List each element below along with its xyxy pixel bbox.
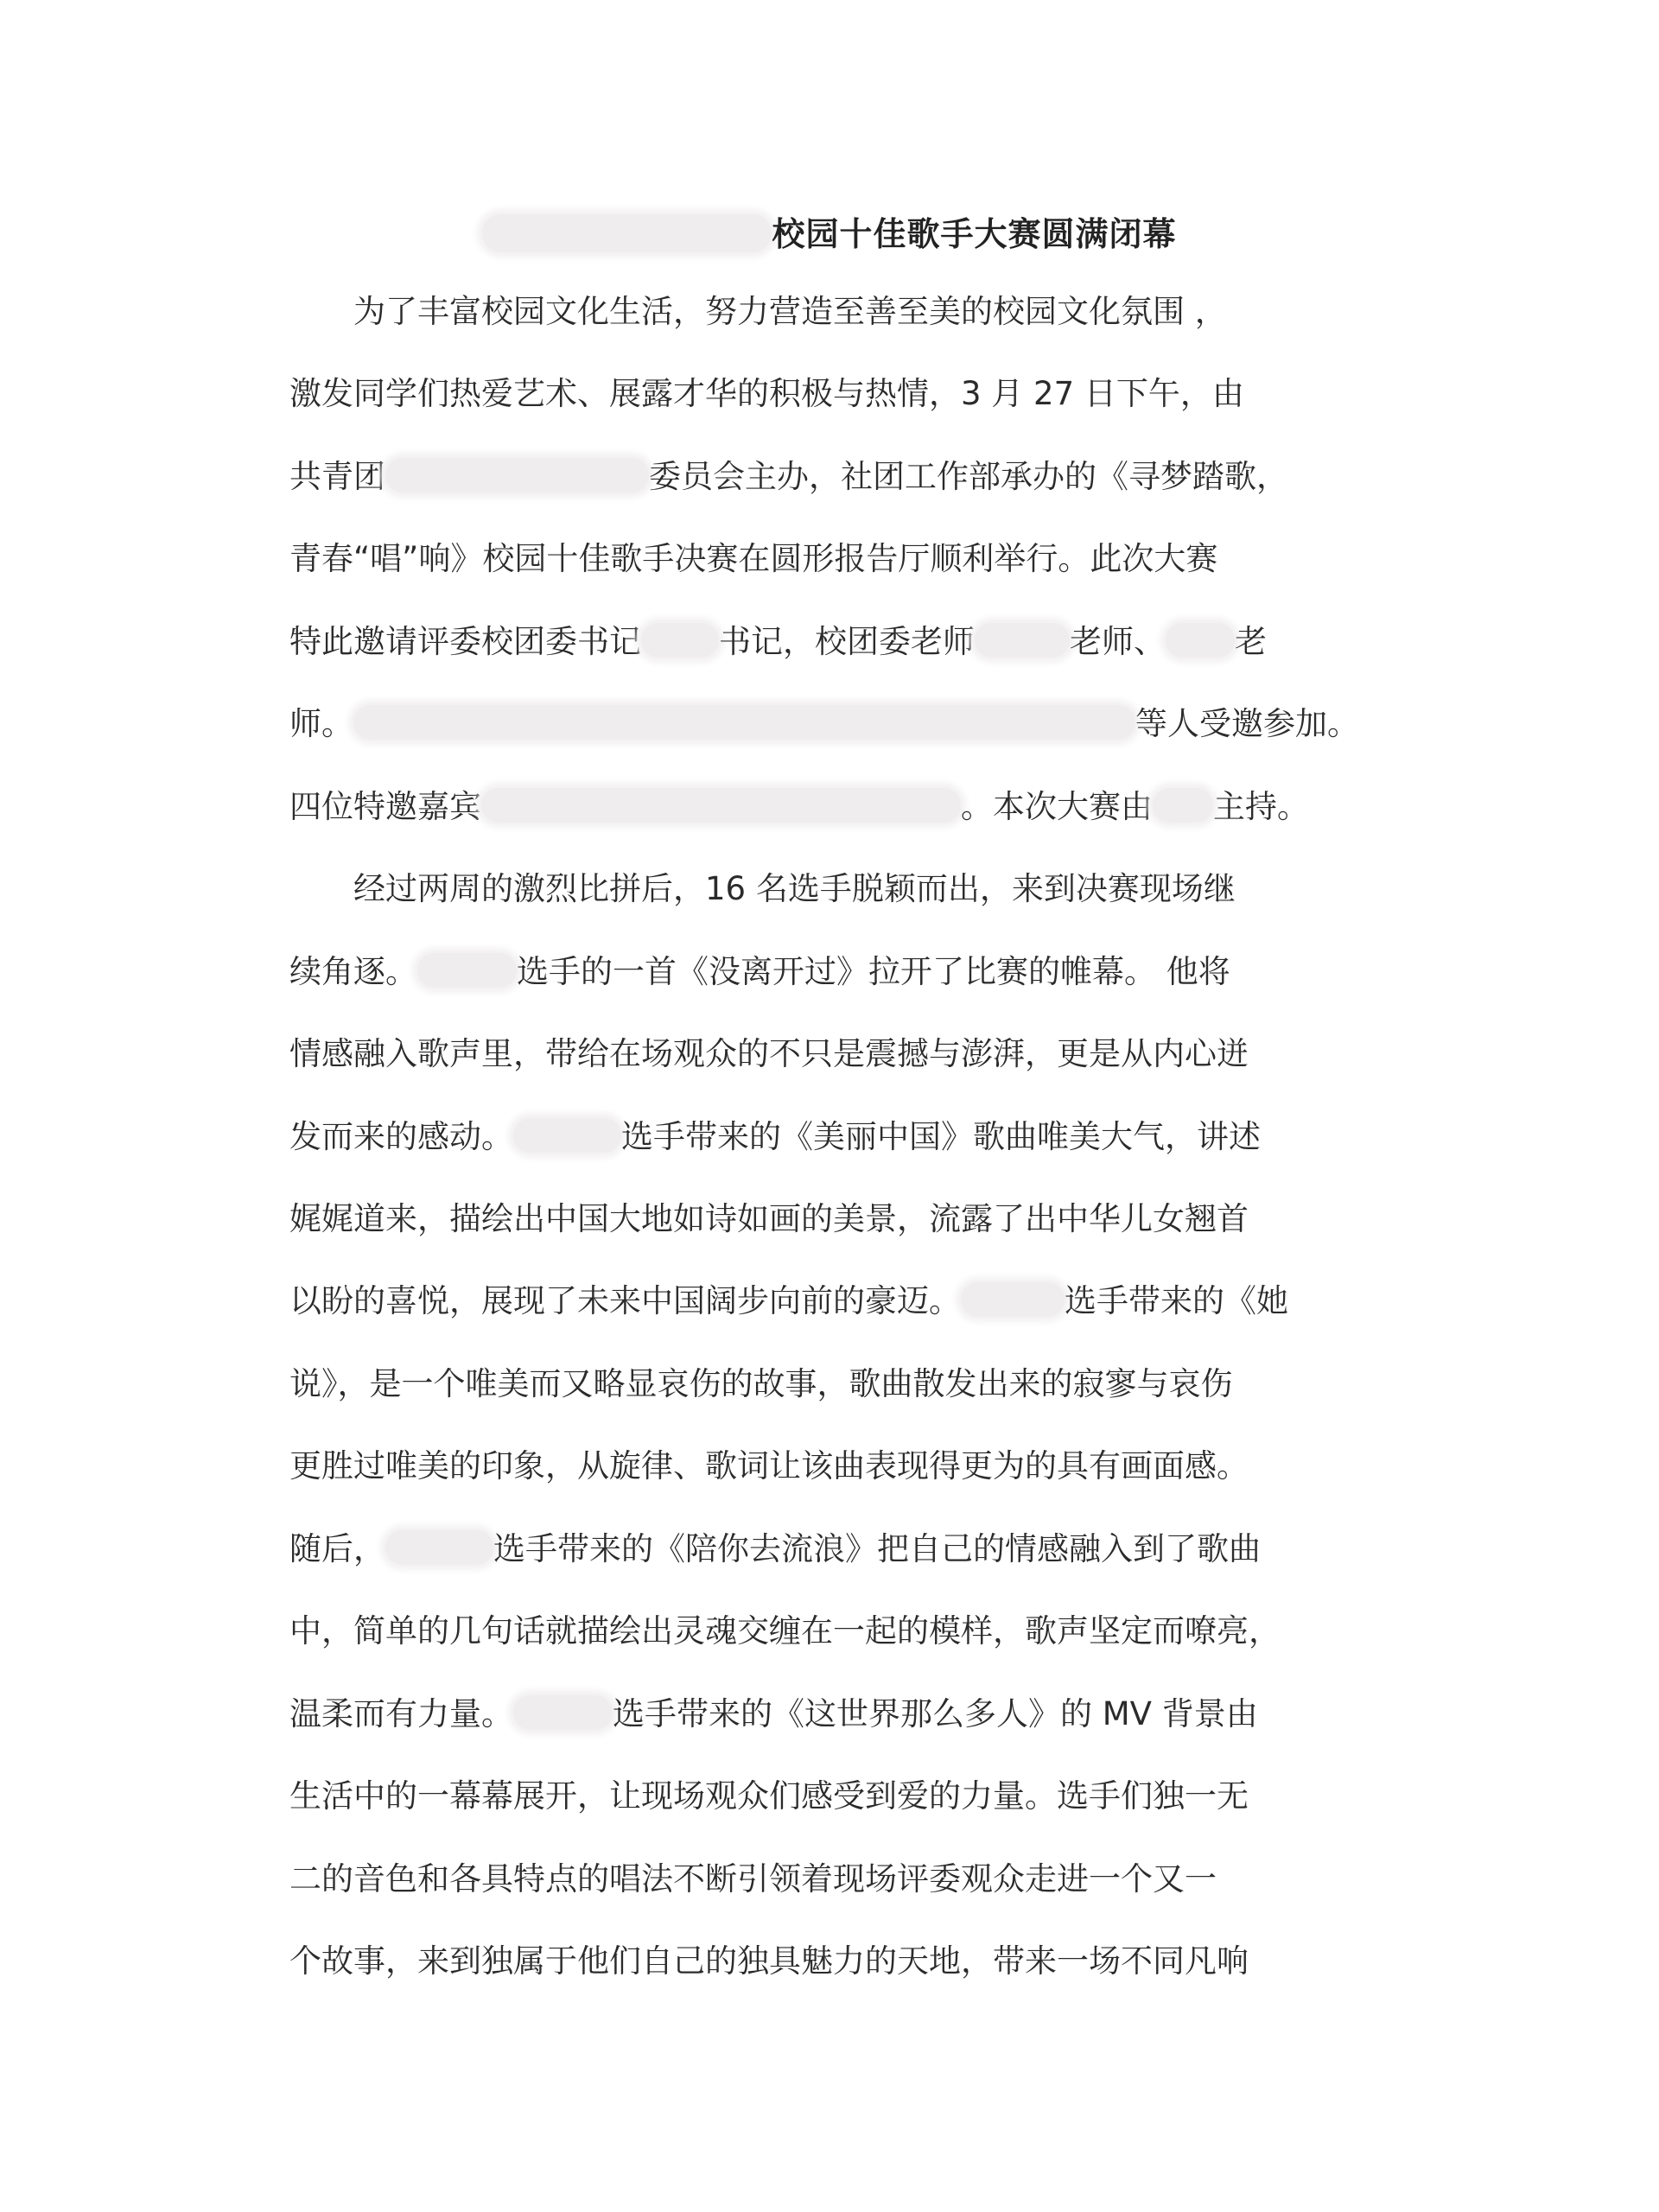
paragraph-line: 情感融入歌声里，带给在场观众的不只是震撼与澎湃，更是从内心迸 — [289, 1035, 1249, 1072]
paragraph-line: 生活中的一幕幕展开，让现场观众们感受到爱的力量。选手们独一无 — [289, 1777, 1249, 1815]
paragraph-line: 个故事，来到独属于他们自己的独具魅力的天地，带来一场不同凡响 — [289, 1942, 1249, 1980]
paragraph-line: 续角逐。 选手的一首《没离开过》拉开了比赛的帷幕。 他将 — [289, 953, 1230, 990]
title-text: 校园十佳歌手大赛圆满闭幕 — [772, 215, 1177, 253]
paragraph-line: 特此邀请评委校团委书记 书记，校团委老师 老师、 老 — [289, 623, 1267, 660]
paragraph-line: 青春“唱”响》校园十佳歌手决赛在圆形报告厅顺利举行。此次大赛 — [289, 540, 1218, 577]
paragraph-line: 中，简单的几句话就描绘出灵魂交缠在一起的模样，歌声坚定而嘹亮， — [289, 1612, 1281, 1649]
paragraph-line: 师。 等人受邀参加。 — [289, 705, 1359, 742]
redaction-blur — [385, 1530, 493, 1565]
paragraph-line: 随后， 选手带来的《陪你去流浪》把自己的情感融入到了歌曲 — [289, 1530, 1261, 1567]
redaction-blur — [961, 1282, 1065, 1317]
redaction-blur — [385, 458, 649, 493]
paragraph-line: 激发同学们热爱艺术、展露才华的积极与热情，3 月 27 日下午，由 — [289, 375, 1244, 412]
paragraph-line: 为了丰富校园文化生活，努力营造至善至美的校园文化氛围 ， — [289, 293, 1227, 330]
redaction-blur — [513, 1118, 621, 1153]
redaction-blur — [353, 705, 1135, 740]
paragraph-line: 娓娓道来，描绘出中国大地如诗如画的美景，流露了出中华儿女翘首 — [289, 1200, 1249, 1237]
paragraph-line: 四位特邀嘉宾 。本次大赛由 主持。 — [289, 788, 1309, 825]
paragraph-line: 发而来的感动。 选手带来的《美丽中国》歌曲唯美大气，讲述 — [289, 1118, 1261, 1155]
redaction-blur — [1166, 623, 1235, 658]
paragraph-line: 共青团 委员会主办，社团工作部承办的《寻梦踏歌， — [289, 458, 1288, 495]
paragraph-line: 二的音色和各具特点的唱法不断引领着现场评委观众走进一个又一 — [289, 1860, 1217, 1897]
paragraph-line: 温柔而有力量。 选手带来的《这世界那么多人》的 MV 背景由 — [289, 1695, 1258, 1732]
paragraph-line: 说》，是一个唯美而又略显哀伤的故事，歌曲散发出来的寂寥与哀伤 — [289, 1365, 1233, 1402]
redaction-blur — [1153, 788, 1213, 823]
paragraph-line: 经过两周的激烈比拼后，16 名选手脱颖而出，来到决赛现场继 — [289, 870, 1236, 907]
page-title — [0, 210, 1659, 258]
paragraph-line: 更胜过唯美的印象，从旋律、歌词让该曲表现得更为的具有画面感。 — [289, 1447, 1249, 1484]
redaction-blur — [975, 623, 1070, 658]
redaction-blur — [482, 214, 772, 252]
paragraph-line: 以盼的喜悦，展现了未来中国阔步向前的豪迈。 选手带来的《她 — [289, 1282, 1288, 1319]
redaction-blur — [641, 623, 719, 658]
redaction-blur — [417, 953, 517, 988]
redaction-blur — [513, 1695, 613, 1730]
redaction-blur — [481, 788, 961, 823]
